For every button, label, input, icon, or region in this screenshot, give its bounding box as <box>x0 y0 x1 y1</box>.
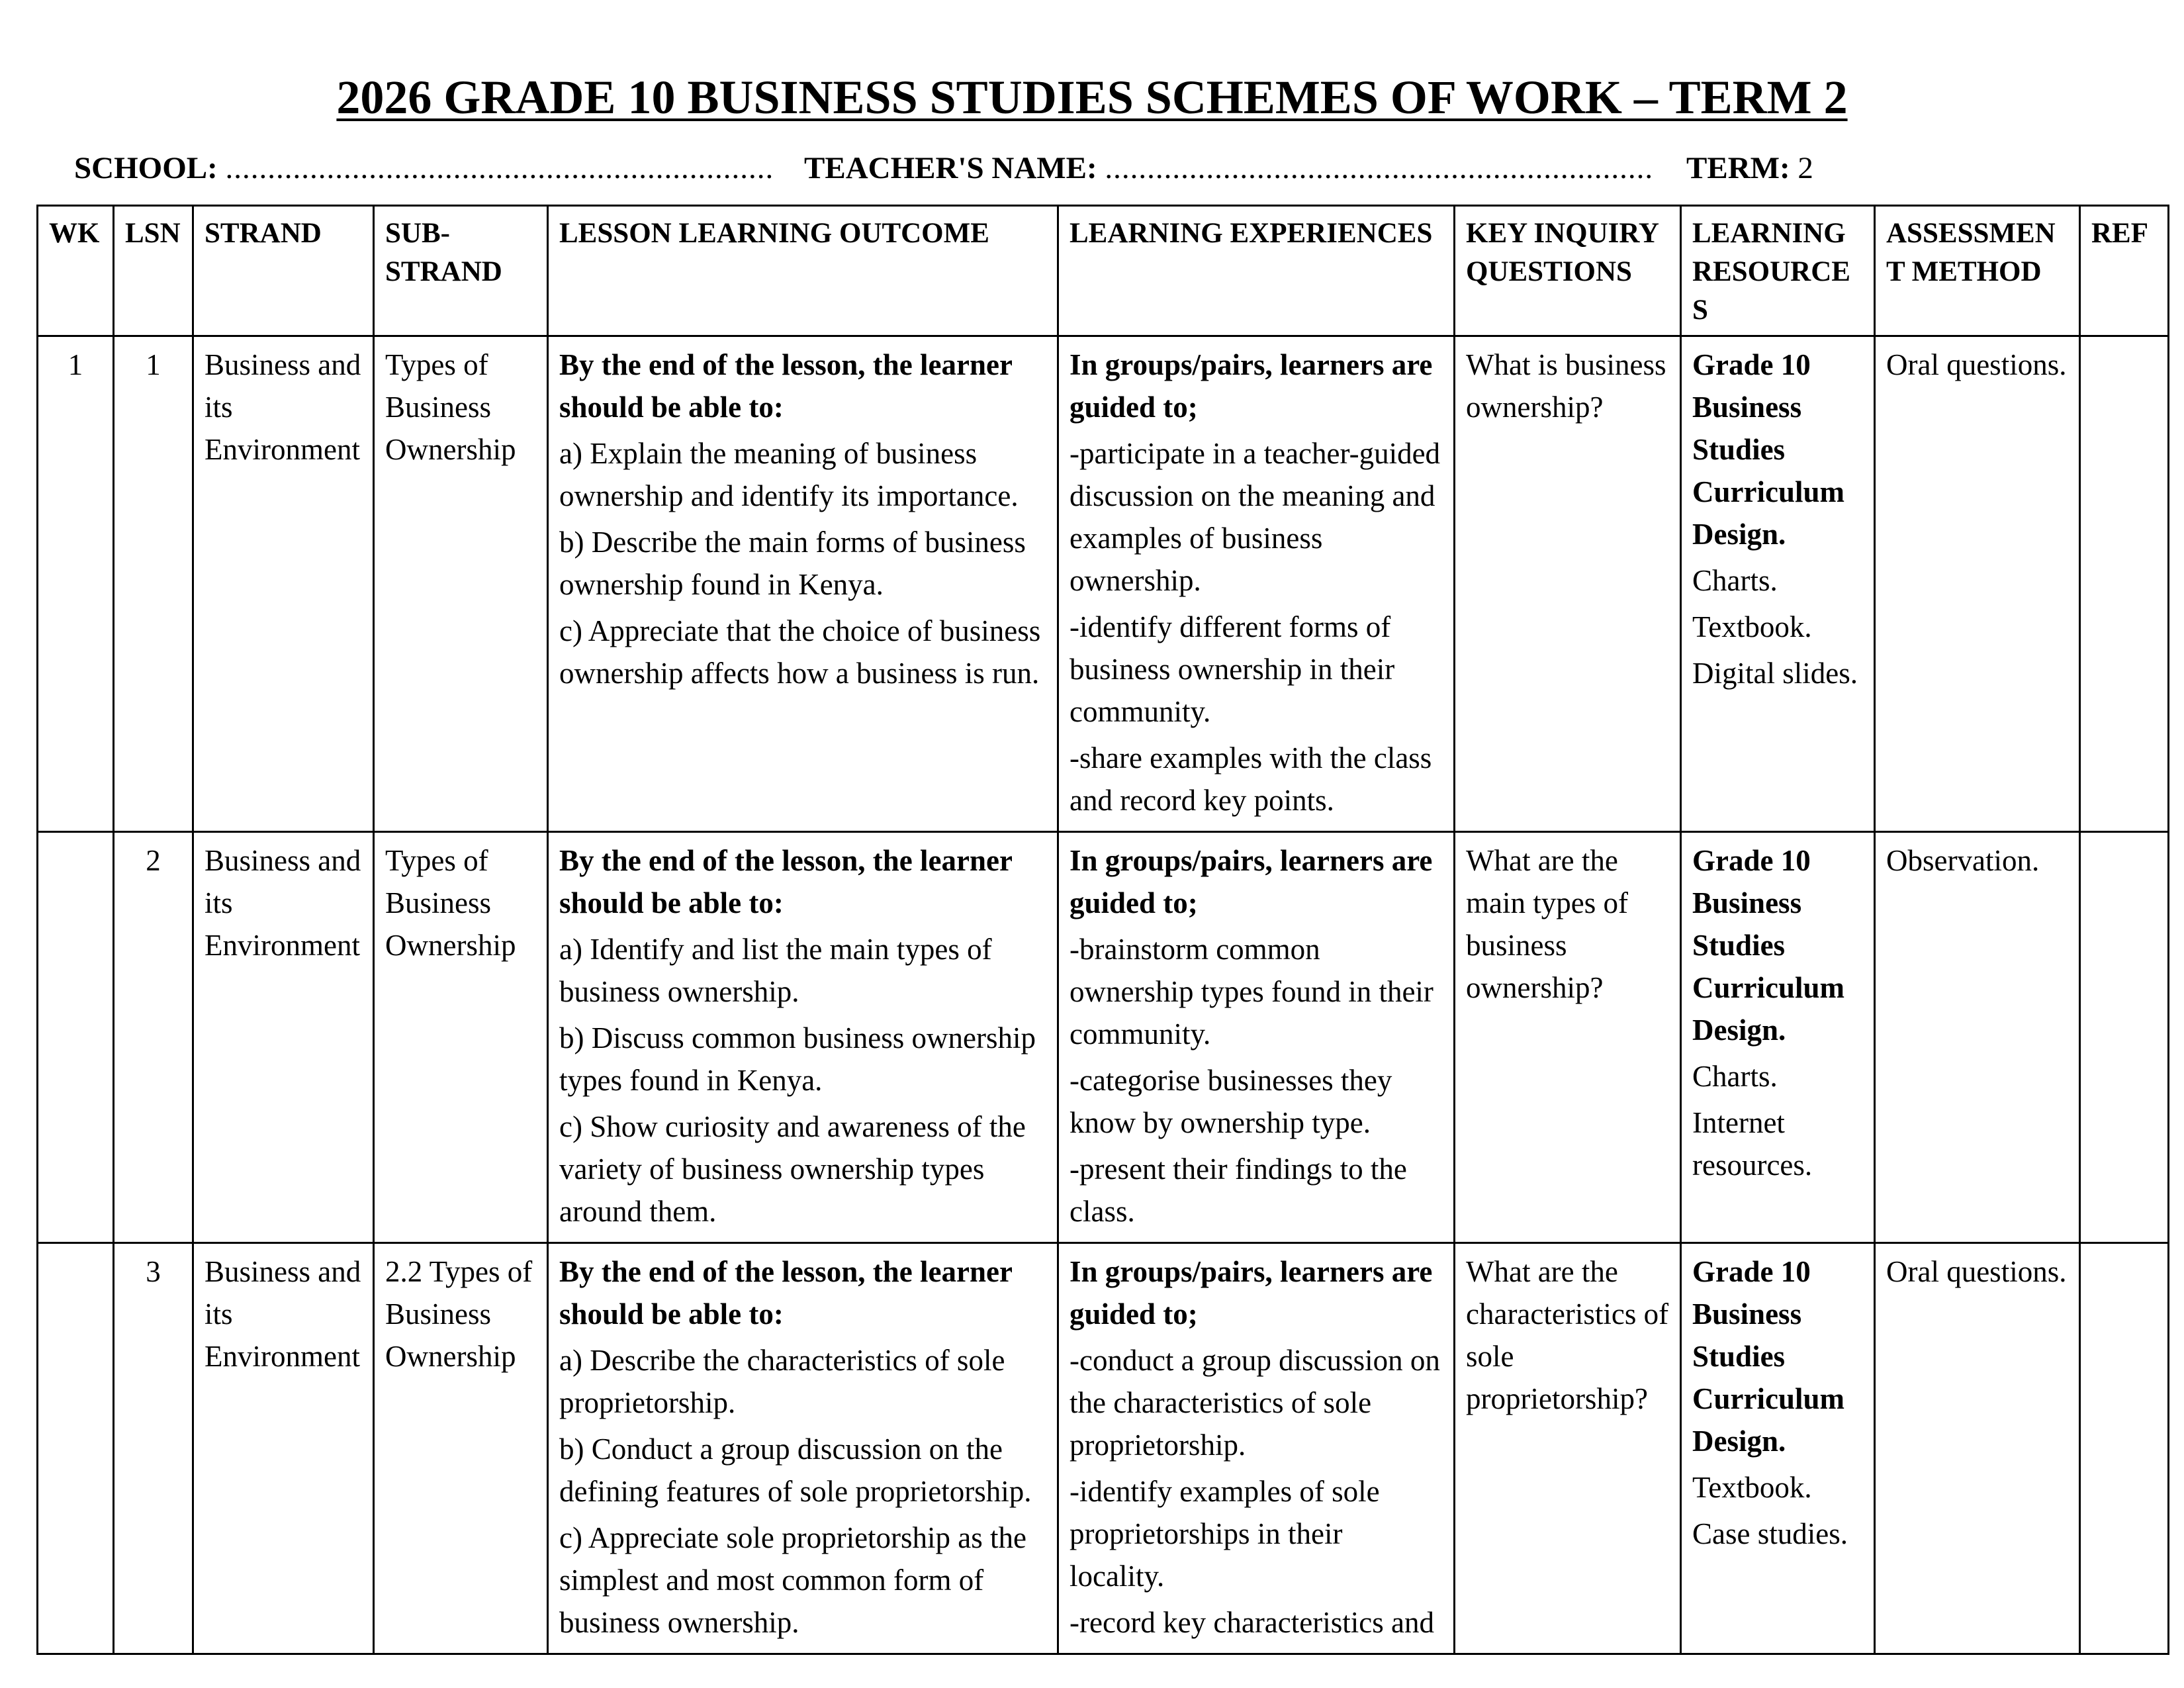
experience-item: -identify different forms of business ownership in their community. <box>1069 610 1395 728</box>
header-wk: WK <box>38 206 114 336</box>
cell-assessment: Observation. <box>1875 832 2080 1243</box>
outcome-item: a) Explain the meaning of business ownership and identify its importance. <box>559 437 1019 512</box>
header-assessment: ASSESSMENT METHOD <box>1875 206 2080 336</box>
experience-item: -brainstorm common ownership types found in their community. <box>1069 933 1433 1051</box>
cell-lsn: 3 <box>114 1243 193 1654</box>
cell-wk <box>38 832 114 1243</box>
cell-sub-strand: Types of Business Ownership <box>374 336 548 832</box>
outcome-item: c) Appreciate that the choice of business ownership affects how a business is run. <box>559 614 1041 690</box>
experience-item: -participate in a teacher-guided discussion on the meaning and examples of business ownership. <box>1069 437 1441 597</box>
cell-sub-strand: 2.2 Types of Business Ownership <box>374 1243 548 1654</box>
experiences-intro: In groups/pairs, learners are guided to; <box>1069 844 1433 919</box>
experience-item: -categorise businesses they know by ownership type. <box>1069 1064 1392 1139</box>
cell-strand: Business and its Environment <box>193 336 374 832</box>
cell-wk: 1 <box>38 336 114 832</box>
experience-item: -share examples with the class and record key points. <box>1069 741 1432 817</box>
header-lsn: LSN <box>114 206 193 336</box>
resource-item: Digital slides. <box>1692 657 1858 690</box>
experiences-intro: In groups/pairs, learners are guided to; <box>1069 1255 1433 1331</box>
outcome-intro: By the end of the lesson, the learner should be able to: <box>559 348 1013 424</box>
cell-experiences <box>1058 832 1455 1243</box>
experience-item: -present their findings to the class. <box>1069 1152 1407 1228</box>
cell-resources <box>1681 1243 1875 1654</box>
cell-lsn: 1 <box>114 336 193 832</box>
header-row <box>38 206 2169 336</box>
cell-ref <box>2080 1243 2169 1654</box>
resource-item: Charts. <box>1692 1060 1778 1093</box>
schemes-of-work-table <box>36 205 2169 1655</box>
header-outcome: LESSON LEARNING OUTCOME <box>548 206 1058 336</box>
cell-resources <box>1681 336 1875 832</box>
cell-outcome <box>548 832 1058 1243</box>
cell-inquiry: What are the main types of business ownership? <box>1455 832 1681 1243</box>
experience-item: -identify examples of sole proprietorships in their locality. <box>1069 1475 1380 1593</box>
cell-sub-strand: Types of Business Ownership <box>374 832 548 1243</box>
cell-experiences <box>1058 336 1455 832</box>
teacher-name-value: ................................................................. <box>1105 151 1654 185</box>
experience-item: -record key characteristics and <box>1069 1606 1434 1639</box>
outcome-item: a) Describe the characteristics of sole proprietorship. <box>559 1344 1005 1419</box>
cell-lsn: 2 <box>114 832 193 1243</box>
cell-outcome <box>548 336 1058 832</box>
teacher-name-label: TEACHER'S NAME: <box>804 151 1097 185</box>
term-label: TERM: <box>1686 151 1790 185</box>
resource-item: Textbook. <box>1692 610 1812 643</box>
outcome-item: b) Discuss common business ownership types found in Kenya. <box>559 1021 1036 1097</box>
outcome-item: c) Appreciate sole proprietorship as the simplest and most common form of business ownership. <box>559 1521 1027 1639</box>
school-field <box>74 148 774 188</box>
outcome-item: b) Describe the main forms of business ownership found in Kenya. <box>559 526 1026 601</box>
cell-inquiry: What are the characteristics of sole proprietorship? <box>1455 1243 1681 1654</box>
experience-item: -conduct a group discussion on the characteristics of sole proprietorship. <box>1069 1344 1440 1462</box>
school-label: SCHOOL: <box>74 151 218 185</box>
header-strand: STRAND <box>193 206 374 336</box>
cell-experiences <box>1058 1243 1455 1654</box>
resource-item: Case studies. <box>1692 1517 1848 1550</box>
cell-strand: Business and its Environment <box>193 1243 374 1654</box>
resource-item: Textbook. <box>1692 1471 1812 1504</box>
cell-assessment: Oral questions. <box>1875 336 2080 832</box>
cell-ref <box>2080 832 2169 1243</box>
school-value: ................................................................. <box>225 151 774 185</box>
header-sub-strand: SUB-STRAND <box>374 206 548 336</box>
experiences-intro: In groups/pairs, learners are guided to; <box>1069 348 1433 424</box>
outcome-item: c) Show curiosity and awareness of the variety of business ownership types around them. <box>559 1110 1026 1228</box>
header-inquiry: KEY INQUIRY QUESTIONS <box>1455 206 1681 336</box>
teacher-name-field <box>804 148 1653 188</box>
outcome-item: a) Identify and list the main types of business ownership. <box>559 933 992 1008</box>
page-title: 2026 GRADE 10 BUSINESS STUDIES SCHEMES OF WORK – TERM 2 <box>336 71 1848 124</box>
outcome-item: b) Conduct a group discussion on the defining features of sole proprietorship. <box>559 1432 1032 1508</box>
table-row <box>38 832 2169 1243</box>
term-field <box>1686 148 1813 188</box>
cell-ref <box>2080 336 2169 832</box>
resource-main: Grade 10 Business Studies Curriculum Design. <box>1692 844 1844 1047</box>
term-value: 2 <box>1797 151 1813 185</box>
cell-wk <box>38 1243 114 1654</box>
header-resources: LEARNING RESOURCES <box>1681 206 1875 336</box>
header-experiences: LEARNING EXPERIENCES <box>1058 206 1455 336</box>
outcome-intro: By the end of the lesson, the learner should be able to: <box>559 844 1013 919</box>
table-row <box>38 336 2169 832</box>
resource-item: Charts. <box>1692 564 1778 597</box>
resource-main: Grade 10 Business Studies Curriculum Design. <box>1692 348 1844 551</box>
outcome-intro: By the end of the lesson, the learner should be able to: <box>559 1255 1013 1331</box>
cell-outcome <box>548 1243 1058 1654</box>
cell-resources <box>1681 832 1875 1243</box>
table-row <box>38 1243 2169 1654</box>
header-ref: REF <box>2080 206 2169 336</box>
cell-assessment: Oral questions. <box>1875 1243 2080 1654</box>
resource-main: Grade 10 Business Studies Curriculum Design. <box>1692 1255 1844 1458</box>
resource-item: Internet resources. <box>1692 1106 1813 1182</box>
cell-inquiry: What is business ownership? <box>1455 336 1681 832</box>
cell-strand: Business and its Environment <box>193 832 374 1243</box>
